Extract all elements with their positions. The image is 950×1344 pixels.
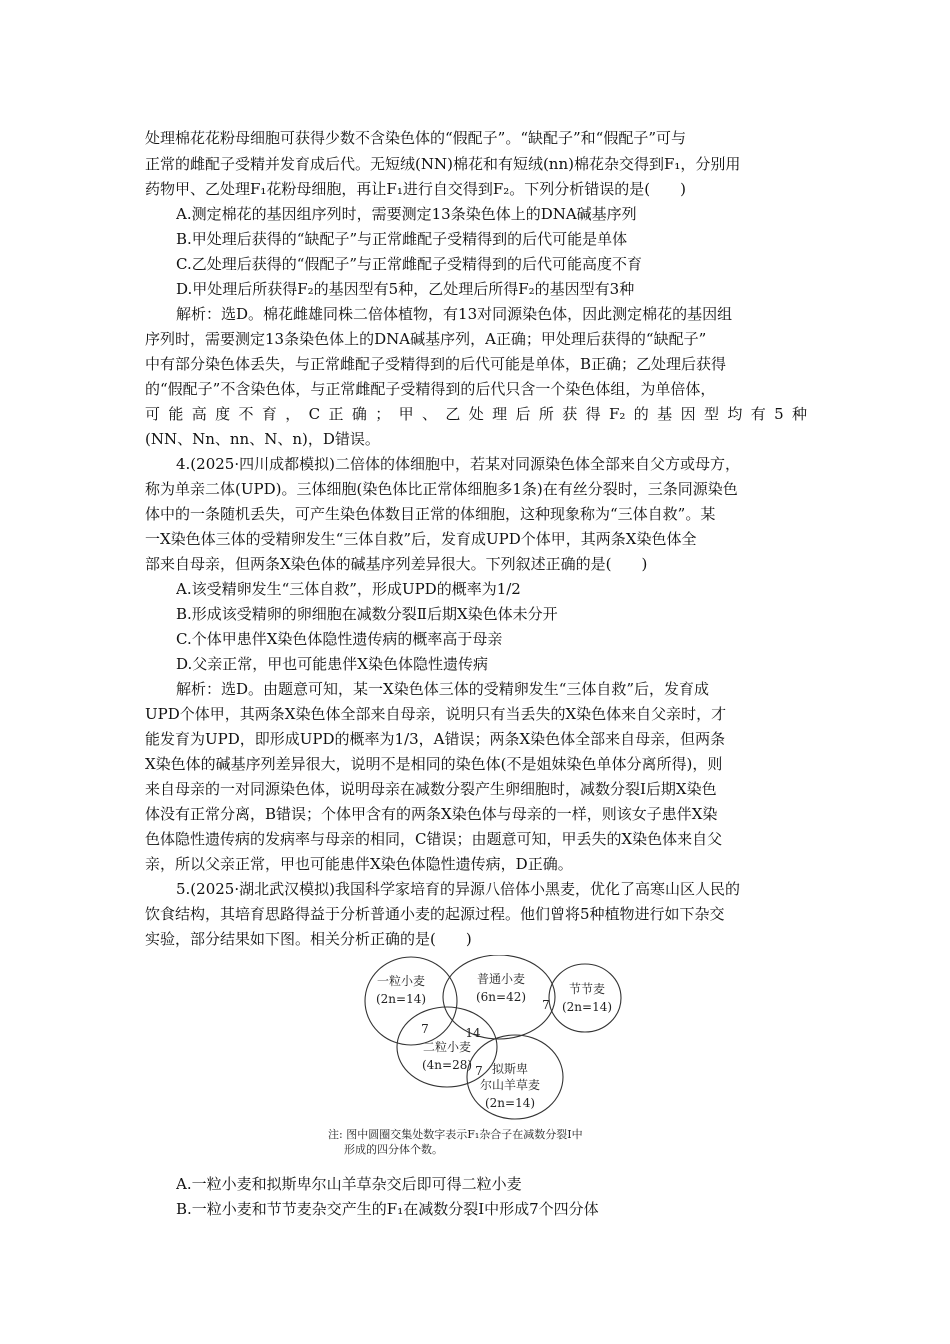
circle-label: 二粒小麦 (422, 1040, 472, 1054)
option-a: A.测定棉花的基因组序列时，需要测定13条染色体上的DNA碱基序列 (176, 205, 637, 223)
analysis-line: 解析：选D。棉花雌雄同株二倍体植物，有13对同源染色体，因此测定棉花的基因组 (176, 305, 733, 323)
overlap-count: 7 (542, 998, 550, 1012)
option-a: A.该受精卵发生“三体自救”，形成UPD的概率为1/2 (176, 580, 521, 598)
circle-label: 尔山羊草麦 (479, 1078, 541, 1092)
analysis-line: 色体隐性遗传病的发病率与母亲的相同，C错误；由题意可知，甲丢失的X染色体来自父 (145, 830, 723, 848)
circle-ploidy: (2n=14) (561, 1000, 613, 1014)
option-d: D.父亲正常，甲也可能患伴X染色体隐性遗传病 (176, 655, 488, 673)
option-b: B.甲处理后获得的“缺配子”与正常雌配子受精得到的后代可能是单体 (176, 230, 628, 248)
question-5-line: 5.(2025·湖北武汉模拟)我国科学家培育的异源八倍体小黑麦，优化了高寒山区人民的 (176, 880, 740, 898)
question-4-line: 称为单亲二体(UPD)。三体细胞(染色体比正常体细胞多1条)在有丝分裂时，三条同源染色 (145, 480, 738, 498)
analysis-line: 中有部分染色体丢失，与正常雌配子受精得到的后代可能是单体，B正确；乙处理后获得 (145, 355, 727, 373)
option-b: B.一粒小麦和节节麦杂交产生的F₁在减数分裂Ⅰ中形成7个四分体 (176, 1200, 599, 1218)
hybridization-diagram (355, 955, 630, 1130)
option-b: B.形成该受精卵的卵细胞在减数分裂Ⅱ后期X染色体未分开 (176, 605, 558, 623)
analysis-line: 体没有正常分离，B错误；个体甲含有的两条X染色体与母亲的一样，则该女子患伴X染 (145, 805, 718, 823)
analysis-line: (NN、Nn、nn、N、n)，D错误。 (145, 430, 380, 448)
analysis-line: 亲，所以父亲正常，甲也可能患伴X染色体隐性遗传病，D正确。 (145, 855, 573, 873)
analysis-line: 序列时，需要测定13条染色体上的DNA碱基序列，A正确；甲处理后获得的“缺配子” (145, 330, 707, 348)
question-4-line: 4.(2025·四川成都模拟)二倍体的体细胞中，若某对同源染色体全部来自父方或母方， (176, 455, 740, 473)
overlap-count: 7 (475, 1064, 483, 1078)
text-line: 处理棉花花粉母细胞可获得少数不含染色体的“假配子”。“缺配子”和“假配子”可与 (145, 129, 687, 147)
option-a: A.一粒小麦和拟斯卑尔山羊草杂交后即可得二粒小麦 (176, 1175, 522, 1193)
circle-label: 拟斯卑 (491, 1062, 529, 1076)
option-c: C.个体甲患伴X染色体隐性遗传病的概率高于母亲 (176, 630, 503, 648)
question-4-line: 一X染色体三体的受精卵发生“三体自救”后，发育成UPD个体甲，其两条X染色体全 (145, 530, 697, 548)
overlap-count: 14 (465, 1026, 481, 1040)
text-line: 药物甲、乙处理F₁花粉母细胞，再让F₁进行自交得到F₂。下列分析错误的是( ) (145, 180, 686, 198)
circle-label: 普通小麦 (476, 972, 526, 986)
question-4-line: 部来自母亲，但两条X染色体的碱基序列差异很大。下列叙述正确的是( ) (145, 555, 648, 573)
circle-ploidy: (2n=14) (484, 1096, 536, 1110)
analysis-line: 可能高度不育，C正确；甲、乙处理后所获得F₂的基因型均有5种 (145, 405, 807, 423)
analysis-line: UPD个体甲，其两条X染色体全部来自母亲，说明只有当丢失的X染色体来自父亲时，才 (145, 705, 727, 723)
option-c: C.乙处理后获得的“假配子”与正常雌配子受精得到的后代可能高度不育 (176, 255, 643, 273)
analysis-line: X染色体的碱基序列差异很大，说明不是相同的染色体(不是姐妹染色单体分离所得)，则 (145, 755, 723, 773)
figure-note: 注: 图中圆圈交集处数字表示F₁杂合子在减数分裂Ⅰ中 (328, 1128, 583, 1141)
circle-ploidy: (6n=42) (475, 990, 527, 1004)
text-line: 正常的雌配子受精并发育成后代。无短绒(NN)棉花和有短绒(nn)棉花杂交得到F₁，分别用 (145, 155, 741, 173)
analysis-line: 能发育为UPD，即形成UPD的概率为1/3，A错误；两条X染色体全部来自母亲，但两条 (145, 730, 726, 748)
circle-label: 节节麦 (568, 982, 606, 996)
circle-ploidy: (2n=14) (375, 992, 427, 1006)
circle-ploidy: (4n=28) (421, 1058, 473, 1072)
overlap-count: 7 (421, 1022, 429, 1036)
analysis-line: 的“假配子”不含染色体，与正常雌配子受精得到的后代只含一个染色体组，为单倍体， (145, 380, 716, 398)
question-4-line: 体中的一条随机丢失，可产生染色体数目正常的体细胞，这种现象称为“三体自救”。某 (145, 505, 716, 523)
circle-aegilops-tauschii (549, 964, 621, 1032)
circle-label: 一粒小麦 (376, 974, 426, 988)
question-5-line: 实验，部分结果如下图。相关分析正确的是( ) (145, 930, 472, 948)
question-5-line: 饮食结构，其培育思路得益于分析普通小麦的起源过程。他们曾将5种植物进行如下杂交 (145, 905, 725, 923)
analysis-line: 解析：选D。由题意可知，某一X染色体三体的受精卵发生“三体自救”后，发育成 (176, 680, 710, 698)
analysis-line: 来自母亲的一对同源染色体，说明母亲在减数分裂产生卵细胞时，减数分裂Ⅰ后期X染色 (145, 780, 717, 798)
option-d: D.甲处理后所获得F₂的基因型有5种，乙处理后所得F₂的基因型有3种 (176, 280, 635, 298)
figure-note: 形成的四分体个数。 (344, 1143, 443, 1156)
